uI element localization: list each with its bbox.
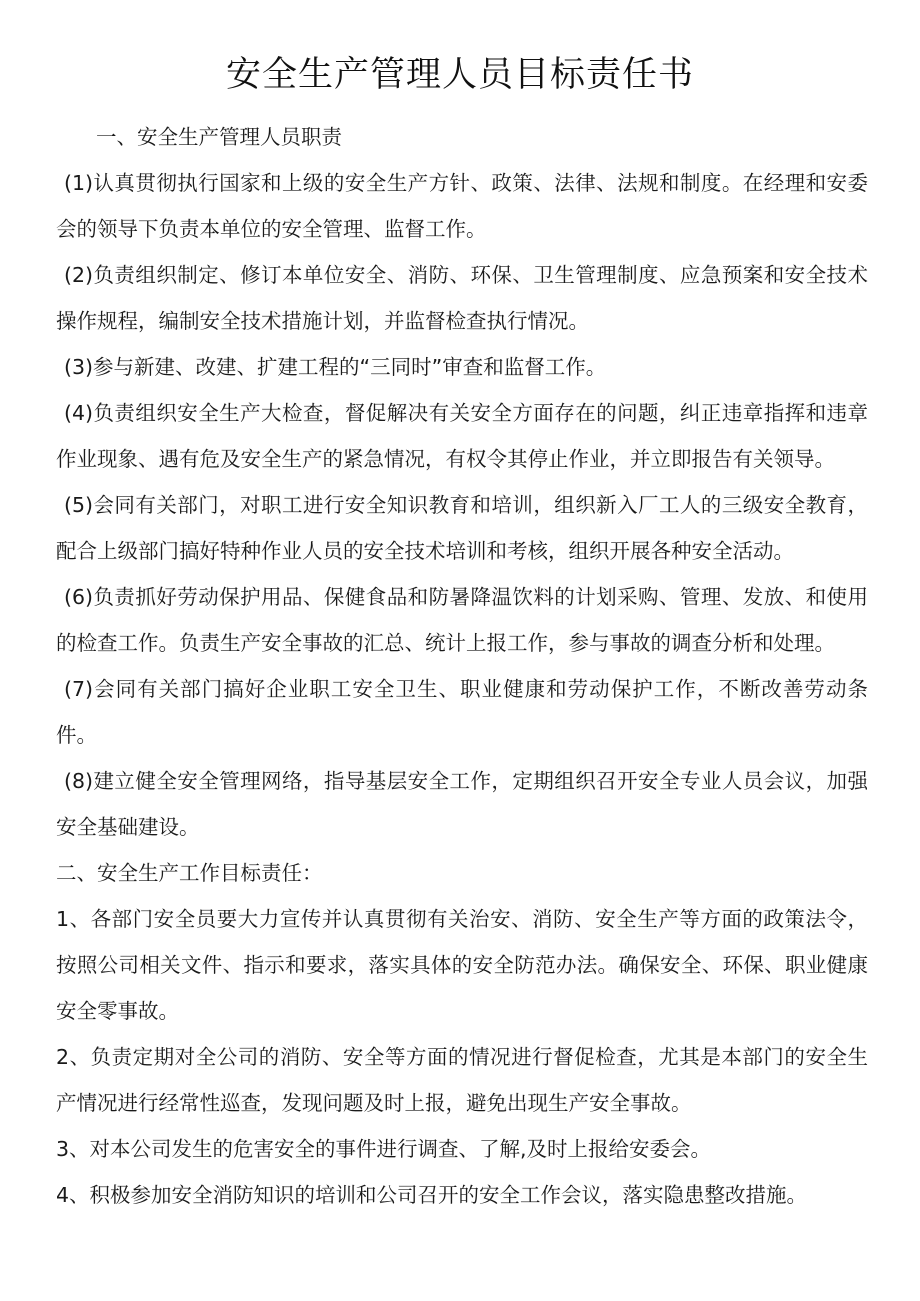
duty-item: (1)认真贯彻执行国家和上级的安全生产方针、政策、法律、法规和制度。在经理和安委会的领导下负责本单位的安全管理、监督工作。 [56, 171, 868, 241]
duty-item: (2)负责组织制定、修订本单位安全、消防、环保、卫生管理制度、应急预案和安全技术操作规程，编制安全技术措施计划，并监督检查执行情况。 [56, 263, 868, 333]
duty-item: (7)会同有关部门搞好企业职工安全卫生、职业健康和劳动保护工作，不断改善劳动条件。 [56, 677, 868, 747]
section-heading-targets: 二、安全生产工作目标责任： [56, 861, 323, 885]
target-item: 1、各部门安全员要大力宣传并认真贯彻有关治安、消防、安全生产等方面的政策法令，按照公司相关文件、指示和要求，落实具体的安全防范办法。确保安全、环保、职业健康安全零事故。 [56, 907, 868, 1023]
document-title: 安全生产管理人员目标责任书 [225, 55, 694, 95]
section-heading-duties: 一、安全生产管理人员职责 [96, 125, 342, 149]
duty-item: (8)建立健全安全管理网络，指导基层安全工作，定期组织召开安全专业人员会议，加强安全基础建设。 [56, 769, 868, 839]
duty-item: (5)会同有关部门，对职工进行安全知识教育和培训，组织新入厂工人的三级安全教育，配合上级部门搞好特种作业人员的安全技术培训和考核，组织开展各种安全活动。 [56, 493, 868, 563]
duty-item: (4)负责组织安全生产大检查，督促解决有关安全方面存在的问题，纠正违章指挥和违章作业现象、遇有危及安全生产的紧急情况，有权令其停止作业，并立即报告有关领导。 [56, 401, 868, 471]
duty-item: (3)参与新建、改建、扩建工程的“三同时”审查和监督工作。 [64, 355, 607, 379]
target-item: 3、对本公司发生的危害安全的事件进行调查、了解,及时上报给安委会。 [56, 1137, 712, 1161]
document-body [56, 114, 868, 1218]
target-item: 4、积极参加安全消防知识的培训和公司召开的安全工作会议，落实隐患整改措施。 [56, 1183, 808, 1207]
duty-item: (6)负责抓好劳动保护用品、保健食品和防暑降温饮料的计划采购、管理、发放、和使用的检查工作。负责生产安全事故的汇总、统计上报工作，参与事故的调查分析和处理。 [56, 585, 868, 655]
target-item: 2、负责定期对全公司的消防、安全等方面的情况进行督促检查，尤其是本部门的安全生产情况进行经常性巡查，发现问题及时上报，避免出现生产安全事故。 [56, 1045, 868, 1115]
